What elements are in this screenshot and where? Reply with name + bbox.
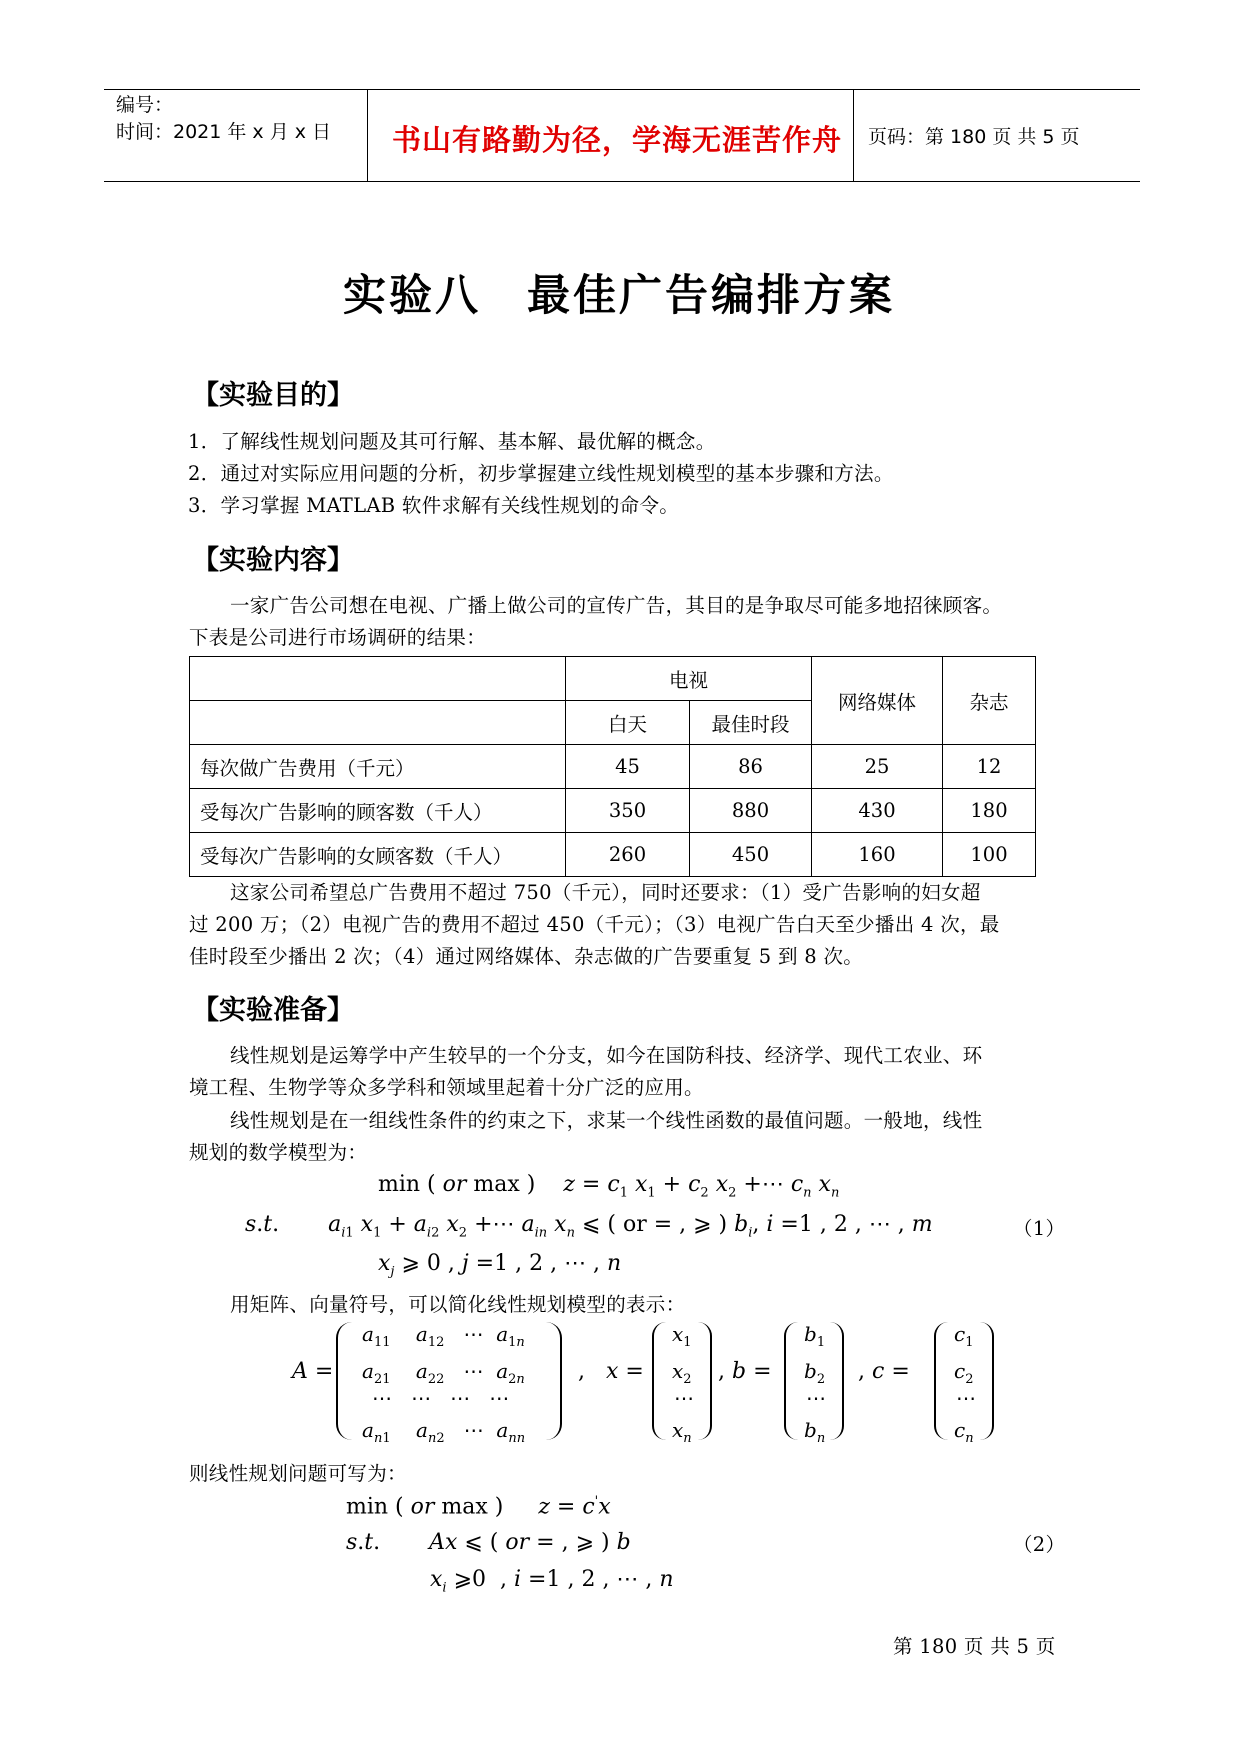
cell: 880 [690,789,812,833]
cell: 45 [566,745,690,789]
table-header-network: 网络媒体 [812,657,943,745]
cell: 25 [812,745,943,789]
eq-number-1: （1） [1013,1217,1066,1240]
vector-b-1: $b_1$ [804,1322,826,1350]
vector-c-label: , c = [858,1359,910,1384]
matrix-A-row-3: ⋯ ⋯ ⋯ ⋯ [372,1386,510,1410]
section-content: 【实验内容】 [192,545,354,576]
page-title: 实验八 最佳广告编排方案 [343,271,895,321]
vector-x-right-paren [698,1322,712,1440]
table-corner-bottom [190,701,566,745]
eq-number-2: （2） [1013,1533,1066,1556]
requirement-line-2: 过 200 万；（2）电视广告的费用不超过 450（千元）；（3）电视广告白天至少播出 4 次，最 [189,913,1000,936]
content-intro-line-2: 下表是公司进行市场调研的结果： [189,626,487,649]
purpose-item-3: 3．学习掌握 MATLAB 软件求解有关线性规划的命令。 [188,494,680,517]
rewrite-intro: 则线性规划问题可写为： [189,1462,407,1485]
table-header-magazine: 杂志 [943,657,1036,745]
vector-b-3: ⋯ [806,1386,826,1410]
table-row [190,833,1036,877]
cell: 350 [566,789,690,833]
prep-line-3: 线性规划是在一组线性条件的约束之下，求某一个线性函数的最值问题。一般地，线性 [230,1109,983,1132]
vector-c-4: $c_n$ [954,1418,974,1446]
survey-table [189,656,1036,877]
requirement-line-3: 佳时段至少播出 2 次；（4）通过网络媒体、杂志做的广告要重复 5 到 8 次。 [189,945,864,968]
vector-c-2: $c_2$ [954,1359,974,1387]
table-header-tv-best: 最佳时段 [690,701,812,745]
matrix-intro: 用矩阵、向量符号，可以简化线性规划模型的表示： [230,1293,686,1316]
section-purpose: 【实验目的】 [192,380,354,411]
table-row [190,745,1036,789]
purpose-item-2: 2．通过对实际应用问题的分析，初步掌握建立线性规划模型的基本步骤和方法。 [188,462,894,485]
matrix-A-row-1: $a_{11}$ $a_{12}$ ⋯ $a_{1n}$ [362,1322,525,1350]
table-row [190,789,1036,833]
vector-x-3: ⋯ [674,1386,694,1410]
matrix-A-row-4: $a_{n1}$ $a_{n2}$ ⋯ $a_{nn}$ [362,1418,526,1446]
prep-line-4: 规划的数学模型为： [189,1141,368,1164]
vector-x-label: x = [606,1359,644,1384]
vector-x-left-paren [652,1322,666,1440]
row-label: 受每次广告影响的顾客数（千人） [190,789,566,833]
vector-c-right-paren [980,1322,994,1440]
comma: , [578,1359,585,1384]
cell: 450 [690,833,812,877]
vector-c-1: $c_1$ [954,1322,974,1350]
matrix-nonneg: $x_i$ ⩾0 , i =1 , 2 , ⋯ , n [430,1567,674,1596]
cell: 160 [812,833,943,877]
matrix-A-right-paren [546,1322,562,1440]
header-time: 时间：2021 年 x 月 x 日 [116,121,332,143]
vector-x-2: $x_2$ [672,1359,692,1387]
requirement-line-1: 这家公司希望总广告费用不超过 750（千元），同时还要求：（1）受广告影响的妇女超 [230,881,981,904]
vector-x-4: $x_n$ [672,1418,692,1446]
vector-c-3: ⋯ [956,1386,976,1410]
table-header-tv-day: 白天 [566,701,690,745]
row-label: 每次做广告费用（千元） [190,745,566,789]
vector-b-2: $b_2$ [804,1359,826,1387]
section-prep: 【实验准备】 [192,995,354,1026]
cell: 430 [812,789,943,833]
header-motto: 书山有路勤为径，学海无涯苦作舟 [392,123,843,157]
vector-b-4: $b_n$ [804,1418,826,1446]
matrix-A-label: A = [292,1359,334,1384]
vector-b-label: , b = [718,1359,772,1384]
matrix-A-row-2: $a_{21}$ $a_{22}$ ⋯ $a_{2n}$ [362,1359,525,1387]
cell: 12 [943,745,1036,789]
lp-constraint: s.t. $a_{i1}$ $x_1 + a_{i2}$ $x_2$ +⋯ $a_{in}$ $x_n$ ⩽ ( or = , ⩾ ) $b_i$, i =1 , 2 , ⋯ , m [245,1212,933,1241]
matrix-constraint: s.t. Ax ⩽ ( or = , ⩾ ) b [346,1530,631,1555]
content-intro-line-1: 一家广告公司想在电视、广播上做公司的宣传广告，其目的是争取尽可能多地招徕顾客。 [230,594,1003,617]
purpose-item-1: 1．了解线性规划问题及其可行解、基本解、最优解的概念。 [188,430,716,453]
cell: 100 [943,833,1036,877]
cell: 260 [566,833,690,877]
vector-b-left-paren [784,1322,798,1440]
table-header-tv: 电视 [566,657,812,701]
lp-objective: min ( or max ) $z = c_1$ $x_1 + c_2$ $x_2$ +⋯ $c_n$ $x_n$ [378,1172,840,1201]
cell: 180 [943,789,1036,833]
vector-b-right-paren [830,1322,844,1440]
header-page: 页码：第 180 页 共 5 页 [868,126,1080,148]
prep-line-2: 境工程、生物学等众多学科和领域里起着十分广泛的应用。 [189,1076,704,1099]
header-number: 编号： [116,94,174,116]
cell: 86 [690,745,812,789]
prep-line-1: 线性规划是运筹学中产生较早的一个分支，如今在国防科技、经济学、现代工农业、环 [230,1044,983,1067]
vector-x-1: $x_1$ [672,1322,692,1350]
matrix-A-left-paren [336,1322,352,1440]
page-footer: 第 180 页 共 5 页 [893,1635,1056,1658]
vector-c-left-paren [934,1322,948,1440]
table-corner-top [190,657,566,701]
lp-nonneg: $x_j$ ⩾ 0 , j =1 , 2 , ⋯ , n [378,1251,622,1280]
matrix-objective: min ( or max ) z = c'x [346,1494,611,1520]
row-label: 受每次广告影响的女顾客数（千人） [190,833,566,877]
